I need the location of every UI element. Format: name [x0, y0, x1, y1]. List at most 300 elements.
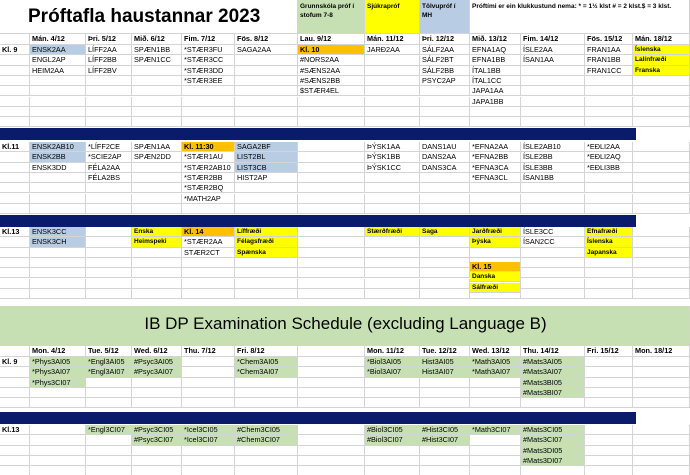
empty-cell[interactable] [633, 76, 690, 86]
exam-cell[interactable]: #Biol3CI07 [365, 435, 420, 445]
empty-cell[interactable] [365, 204, 420, 214]
empty-cell[interactable] [365, 466, 420, 475]
ib-day-header[interactable]: Mon. 11/12 [365, 346, 420, 357]
empty-cell[interactable] [633, 446, 690, 456]
exam-cell[interactable]: *Math3AI07 [470, 367, 521, 377]
empty-cell[interactable] [633, 204, 690, 214]
day-header[interactable]: Lau. 9/12 [298, 34, 365, 45]
time-label-kl9[interactable]: Kl. 9 [0, 45, 30, 55]
empty-cell[interactable] [521, 66, 585, 76]
empty-cell[interactable] [235, 97, 298, 107]
empty-cell[interactable] [132, 466, 182, 475]
exam-cell[interactable]: DANS1AU [420, 142, 470, 152]
exam-cell[interactable]: *STÆR2AB10 [182, 163, 235, 173]
exam-cell[interactable]: SÁLF2BB [420, 66, 470, 76]
schedule-title[interactable]: Próftafla haustannar 2023 [0, 0, 298, 34]
empty-cell[interactable] [633, 227, 690, 237]
empty-cell[interactable] [420, 173, 470, 183]
empty-cell[interactable] [420, 237, 470, 247]
empty-cell[interactable] [0, 388, 30, 398]
empty-cell[interactable] [0, 163, 30, 173]
empty-cell[interactable] [235, 289, 298, 299]
exam-cell[interactable]: STÆR2CT [182, 248, 235, 258]
empty-cell[interactable] [86, 97, 132, 107]
empty-cell[interactable] [420, 204, 470, 214]
empty-cell[interactable] [86, 258, 132, 268]
empty-cell[interactable] [132, 163, 182, 173]
exam-cell[interactable]: *SCIE2AP [86, 152, 132, 162]
empty-cell[interactable] [132, 97, 182, 107]
empty-cell[interactable] [182, 378, 235, 388]
empty-cell[interactable] [365, 76, 420, 86]
empty-cell[interactable] [132, 398, 182, 408]
empty-cell[interactable] [633, 268, 690, 278]
empty-cell[interactable] [298, 279, 365, 289]
empty-cell[interactable] [86, 248, 132, 258]
empty-cell[interactable] [132, 183, 182, 193]
empty-cell[interactable] [633, 258, 690, 268]
exam-cell[interactable]: Lalínfræði [633, 55, 690, 65]
empty-cell[interactable] [365, 55, 420, 65]
exam-cell[interactable]: LIST3CB [235, 163, 298, 173]
time-label-kl15[interactable]: Kl. 15 [470, 262, 521, 272]
corner-cell[interactable] [0, 346, 30, 357]
empty-cell[interactable] [132, 446, 182, 456]
empty-cell[interactable] [86, 388, 132, 398]
empty-cell[interactable] [30, 279, 86, 289]
empty-cell[interactable] [633, 367, 690, 377]
empty-cell[interactable] [585, 446, 633, 456]
empty-cell[interactable] [365, 279, 420, 289]
ib-day-header[interactable]: Tue. 12/12 [420, 346, 470, 357]
exam-cell[interactable]: #Mats3DI07 [521, 456, 585, 466]
empty-cell[interactable] [298, 388, 365, 398]
empty-cell[interactable] [182, 446, 235, 456]
empty-cell[interactable] [365, 173, 420, 183]
empty-cell[interactable] [86, 289, 132, 299]
empty-cell[interactable] [235, 117, 298, 127]
empty-cell[interactable] [585, 268, 633, 278]
exam-cell[interactable]: Jarðfræði [470, 227, 521, 237]
empty-cell[interactable] [30, 398, 86, 408]
empty-cell[interactable] [470, 388, 521, 398]
empty-cell[interactable] [298, 237, 365, 247]
exam-cell[interactable]: *Phys3CI07 [30, 378, 86, 388]
exam-cell[interactable]: *LÍFF2CE [86, 142, 132, 152]
empty-cell[interactable] [235, 204, 298, 214]
empty-cell[interactable] [30, 248, 86, 258]
empty-cell[interactable] [235, 66, 298, 76]
empty-cell[interactable] [420, 398, 470, 408]
day-header[interactable]: Mán. 18/12 [633, 34, 690, 45]
empty-cell[interactable] [633, 97, 690, 107]
exam-cell[interactable]: LÍFF2BB [86, 55, 132, 65]
empty-cell[interactable] [633, 378, 690, 388]
exam-cell[interactable]: ENSK2AA [30, 45, 86, 55]
exam-cell[interactable]: Danska [470, 272, 521, 282]
exam-cell[interactable]: ENSK3DD [30, 163, 86, 173]
day-header[interactable]: Mið. 6/12 [132, 34, 182, 45]
exam-cell[interactable]: SPÆN1AA [132, 142, 182, 152]
empty-cell[interactable] [30, 289, 86, 299]
exam-cell[interactable]: #Psyc3CI07 [132, 435, 182, 445]
empty-cell[interactable] [365, 237, 420, 247]
empty-cell[interactable] [298, 466, 365, 475]
empty-cell[interactable] [365, 268, 420, 278]
legend-note[interactable]: Próftími er ein klukkustund nema: * = 1½ klst # = 2 klst.$ = 3 klst. [470, 0, 690, 34]
empty-cell[interactable] [182, 456, 235, 466]
empty-cell[interactable] [0, 456, 30, 466]
empty-cell[interactable] [132, 388, 182, 398]
empty-cell[interactable] [470, 456, 521, 466]
sjukraprof-note[interactable]: Sjúkrapróf [365, 0, 420, 34]
empty-cell[interactable] [298, 204, 365, 214]
empty-cell[interactable] [235, 388, 298, 398]
ib-day-header[interactable]: Mon. 18/12 [633, 346, 690, 357]
empty-cell[interactable] [0, 258, 30, 268]
empty-cell[interactable] [86, 204, 132, 214]
exam-cell[interactable]: *EFNA2BB [470, 152, 521, 162]
empty-cell[interactable] [0, 435, 30, 445]
empty-cell[interactable] [235, 456, 298, 466]
empty-cell[interactable] [633, 289, 690, 299]
exam-cell[interactable]: *STÆR3CC [182, 55, 235, 65]
empty-cell[interactable] [585, 378, 633, 388]
empty-cell[interactable] [633, 163, 690, 173]
empty-cell[interactable] [30, 446, 86, 456]
empty-cell[interactable] [521, 183, 585, 193]
exam-cell[interactable]: Heimspeki [132, 237, 182, 247]
exam-cell[interactable]: #Chem3CI05 [235, 425, 298, 435]
day-header[interactable]: Þri. 5/12 [86, 34, 132, 45]
empty-cell[interactable] [633, 194, 690, 204]
empty-cell[interactable] [235, 194, 298, 204]
empty-cell[interactable] [420, 446, 470, 456]
empty-cell[interactable] [0, 76, 30, 86]
empty-cell[interactable] [298, 97, 365, 107]
empty-cell[interactable] [0, 55, 30, 65]
empty-cell[interactable] [420, 248, 470, 258]
empty-cell[interactable] [30, 425, 86, 435]
empty-cell[interactable] [30, 183, 86, 193]
day-header[interactable]: Fös. 15/12 [585, 34, 633, 45]
empty-cell[interactable] [585, 173, 633, 183]
empty-cell[interactable] [420, 117, 470, 127]
exam-cell[interactable]: JAPA1AA [470, 86, 521, 96]
exam-cell[interactable]: LÍFF2BV [86, 66, 132, 76]
time-label-kl10[interactable]: Kl. 10 [298, 45, 365, 55]
empty-cell[interactable] [86, 227, 132, 237]
empty-cell[interactable] [365, 117, 420, 127]
time-label-kl1130[interactable]: Kl. 11:30 [182, 142, 235, 152]
empty-cell[interactable] [365, 183, 420, 193]
empty-cell[interactable] [585, 97, 633, 107]
exam-cell[interactable]: *Icel3CI07 [182, 435, 235, 445]
empty-cell[interactable] [420, 388, 470, 398]
exam-cell[interactable]: SPÆN2DD [132, 152, 182, 162]
empty-cell[interactable] [86, 279, 132, 289]
exam-cell[interactable]: HEIM2AA [30, 66, 86, 76]
empty-cell[interactable] [0, 367, 30, 377]
exam-cell[interactable]: PSYC2AP [420, 76, 470, 86]
ib-day-header[interactable]: Wed. 6/12 [132, 346, 182, 357]
empty-cell[interactable] [585, 466, 633, 475]
empty-cell[interactable] [470, 117, 521, 127]
empty-cell[interactable] [0, 378, 30, 388]
exam-cell[interactable]: Hist3AI05 [420, 357, 470, 367]
exam-cell[interactable]: Franska [633, 66, 690, 76]
day-header[interactable]: Mán. 11/12 [365, 34, 420, 45]
exam-cell[interactable]: Líffræði [235, 227, 298, 237]
exam-cell[interactable]: ENGL2AP [30, 55, 86, 65]
empty-cell[interactable] [0, 107, 30, 117]
empty-cell[interactable] [30, 107, 86, 117]
exam-cell[interactable]: #Psyc3AI07 [132, 367, 182, 377]
empty-cell[interactable] [585, 76, 633, 86]
empty-cell[interactable] [298, 258, 365, 268]
empty-cell[interactable] [585, 425, 633, 435]
exam-cell[interactable]: *Math3AI05 [470, 357, 521, 367]
empty-cell[interactable] [298, 378, 365, 388]
exam-cell[interactable]: HIST2AP [235, 173, 298, 183]
empty-cell[interactable] [86, 456, 132, 466]
exam-cell[interactable]: Saga [420, 227, 470, 237]
empty-cell[interactable] [470, 107, 521, 117]
empty-cell[interactable] [365, 86, 420, 96]
empty-cell[interactable] [585, 279, 633, 289]
empty-cell[interactable] [182, 388, 235, 398]
empty-cell[interactable] [470, 398, 521, 408]
empty-cell[interactable] [521, 466, 585, 475]
empty-cell[interactable] [235, 107, 298, 117]
corner-cell[interactable] [0, 34, 30, 45]
exam-cell[interactable]: ENSK2AB10 [30, 142, 86, 152]
empty-cell[interactable] [132, 117, 182, 127]
empty-cell[interactable] [182, 289, 235, 299]
empty-cell[interactable] [633, 152, 690, 162]
empty-cell[interactable] [420, 279, 470, 289]
exam-cell[interactable]: ÍSLE3BB [521, 163, 585, 173]
empty-cell[interactable] [132, 378, 182, 388]
exam-cell[interactable]: Japanska [585, 248, 633, 258]
empty-cell[interactable] [470, 466, 521, 475]
empty-cell[interactable] [132, 248, 182, 258]
empty-cell[interactable] [132, 456, 182, 466]
exam-cell[interactable]: #SÆNS2BB [298, 76, 365, 86]
empty-cell[interactable] [132, 204, 182, 214]
empty-cell[interactable] [365, 388, 420, 398]
empty-cell[interactable] [298, 194, 365, 204]
empty-cell[interactable] [182, 367, 235, 377]
empty-cell[interactable] [182, 204, 235, 214]
empty-cell[interactable] [585, 86, 633, 96]
exam-cell[interactable]: SAGA2BF [235, 142, 298, 152]
exam-cell[interactable]: *Engl3AI07 [86, 367, 132, 377]
day-header[interactable]: Fim. 14/12 [521, 34, 585, 45]
empty-cell[interactable] [30, 204, 86, 214]
exam-cell[interactable]: #Psyc3CI05 [132, 425, 182, 435]
exam-cell[interactable]: FRAN1CC [585, 66, 633, 76]
empty-cell[interactable] [470, 435, 521, 445]
exam-cell[interactable]: Enska [132, 227, 182, 237]
ib-day-header[interactable]: Tue. 5/12 [86, 346, 132, 357]
empty-cell[interactable] [420, 107, 470, 117]
exam-cell[interactable]: ÍSAN1AA [521, 55, 585, 65]
empty-cell[interactable] [235, 258, 298, 268]
empty-cell[interactable] [0, 117, 30, 127]
empty-cell[interactable] [420, 86, 470, 96]
exam-cell[interactable]: *EFNA3CL [470, 173, 521, 183]
empty-cell[interactable] [420, 378, 470, 388]
exam-cell[interactable]: *STÆR1AU [182, 152, 235, 162]
empty-cell[interactable] [86, 107, 132, 117]
empty-cell[interactable] [30, 86, 86, 96]
empty-cell[interactable] [298, 107, 365, 117]
exam-cell[interactable]: *EÐLI2AA [585, 142, 633, 152]
exam-cell[interactable]: LÍFF2AA [86, 45, 132, 55]
empty-cell[interactable] [365, 258, 420, 268]
exam-cell[interactable]: DANS2AA [420, 152, 470, 162]
empty-cell[interactable] [521, 268, 585, 278]
empty-cell[interactable] [298, 142, 365, 152]
empty-cell[interactable] [633, 237, 690, 247]
exam-cell[interactable]: Íslenska [585, 237, 633, 247]
day-header[interactable]: Mið. 13/12 [470, 34, 521, 45]
empty-cell[interactable] [235, 86, 298, 96]
empty-cell[interactable] [298, 248, 365, 258]
empty-cell[interactable] [235, 378, 298, 388]
exam-cell[interactable]: *STÆR2AA [182, 237, 235, 247]
empty-cell[interactable] [86, 237, 132, 247]
empty-cell[interactable] [585, 183, 633, 193]
time-label-kl13[interactable]: Kl.13 [0, 227, 30, 237]
exam-cell[interactable]: #Mats3CI05 [521, 425, 585, 435]
empty-cell[interactable] [132, 268, 182, 278]
grunnskola-note[interactable]: Grunnskóla próf í stofum 7-8 [298, 0, 365, 34]
empty-cell[interactable] [298, 173, 365, 183]
exam-cell[interactable]: ÍSLE2BB [521, 152, 585, 162]
empty-cell[interactable] [633, 388, 690, 398]
empty-cell[interactable] [585, 398, 633, 408]
empty-cell[interactable] [365, 289, 420, 299]
exam-cell[interactable]: #SÆNS2AA [298, 66, 365, 76]
exam-cell[interactable]: FRAN1BB [585, 55, 633, 65]
exam-cell[interactable]: FRAN1AA [585, 45, 633, 55]
empty-cell[interactable] [30, 97, 86, 107]
exam-cell[interactable]: #Chem3CI07 [235, 435, 298, 445]
exam-cell[interactable]: #Hist3CI07 [420, 435, 470, 445]
empty-cell[interactable] [86, 194, 132, 204]
empty-cell[interactable] [633, 357, 690, 367]
empty-cell[interactable] [235, 446, 298, 456]
exam-cell[interactable]: *Biol3AI07 [365, 367, 420, 377]
empty-cell[interactable] [182, 107, 235, 117]
empty-cell[interactable] [521, 248, 585, 258]
empty-cell[interactable] [585, 367, 633, 377]
exam-cell[interactable]: Stærðfræði [365, 227, 420, 237]
exam-cell[interactable]: Efnafræði [585, 227, 633, 237]
empty-cell[interactable] [132, 279, 182, 289]
empty-cell[interactable] [0, 289, 30, 299]
empty-cell[interactable] [132, 258, 182, 268]
empty-cell[interactable] [132, 66, 182, 76]
exam-cell[interactable]: *EÐLI3BB [585, 163, 633, 173]
empty-cell[interactable] [298, 398, 365, 408]
empty-cell[interactable] [365, 194, 420, 204]
day-header[interactable]: Þri. 12/12 [420, 34, 470, 45]
exam-cell[interactable]: EFNA1BB [470, 55, 521, 65]
empty-cell[interactable] [235, 398, 298, 408]
empty-cell[interactable] [633, 107, 690, 117]
time-label-kl14[interactable]: Kl. 14 [182, 227, 235, 237]
empty-cell[interactable] [298, 268, 365, 278]
empty-cell[interactable] [521, 204, 585, 214]
empty-cell[interactable] [132, 289, 182, 299]
exam-cell[interactable]: *Math3CI07 [470, 425, 521, 435]
exam-cell[interactable]: FÉLA2BS [86, 173, 132, 183]
exam-cell[interactable]: #Hist3CI05 [420, 425, 470, 435]
ib-day-header[interactable]: Fri. 15/12 [585, 346, 633, 357]
ib-day-header[interactable]: Wed. 13/12 [470, 346, 521, 357]
empty-cell[interactable] [585, 117, 633, 127]
empty-cell[interactable] [633, 117, 690, 127]
empty-cell[interactable] [470, 378, 521, 388]
empty-cell[interactable] [30, 117, 86, 127]
empty-cell[interactable] [0, 237, 30, 247]
empty-cell[interactable] [30, 173, 86, 183]
empty-cell[interactable] [86, 117, 132, 127]
empty-cell[interactable] [298, 183, 365, 193]
empty-cell[interactable] [420, 97, 470, 107]
empty-cell[interactable] [298, 357, 365, 367]
exam-cell[interactable]: #Mats3DI05 [521, 446, 585, 456]
empty-cell[interactable] [0, 183, 30, 193]
exam-cell[interactable]: *EFNA3CA [470, 163, 521, 173]
exam-cell[interactable]: #Mats3AI07 [521, 367, 585, 377]
empty-cell[interactable] [633, 248, 690, 258]
empty-cell[interactable] [235, 268, 298, 278]
empty-cell[interactable] [298, 446, 365, 456]
exam-cell[interactable]: Spænska [235, 248, 298, 258]
empty-cell[interactable] [298, 367, 365, 377]
empty-cell[interactable] [585, 107, 633, 117]
empty-cell[interactable] [420, 183, 470, 193]
empty-cell[interactable] [633, 142, 690, 152]
exam-cell[interactable]: ÍTAL1CC [470, 76, 521, 86]
exam-cell[interactable]: ÍTAL1BB [470, 66, 521, 76]
empty-cell[interactable] [182, 357, 235, 367]
exam-cell[interactable]: #Mats3BI05 [521, 378, 585, 388]
empty-cell[interactable] [30, 466, 86, 475]
empty-cell[interactable] [298, 227, 365, 237]
empty-cell[interactable] [633, 398, 690, 408]
empty-cell[interactable] [0, 194, 30, 204]
empty-cell[interactable] [298, 456, 365, 466]
empty-cell[interactable] [420, 268, 470, 278]
empty-cell[interactable] [633, 425, 690, 435]
empty-cell[interactable] [132, 173, 182, 183]
empty-cell[interactable] [633, 466, 690, 475]
time-label-kl11[interactable]: Kl.11 [0, 142, 30, 152]
empty-cell[interactable] [633, 456, 690, 466]
exam-cell[interactable]: *STÆR3DD [182, 66, 235, 76]
exam-cell[interactable]: *Icel3CI05 [182, 425, 235, 435]
empty-cell[interactable] [521, 194, 585, 204]
empty-cell[interactable] [585, 289, 633, 299]
exam-cell[interactable]: ENSK2BB [30, 152, 86, 162]
exam-cell[interactable]: ÍSLE2AA [521, 45, 585, 55]
empty-cell[interactable] [585, 204, 633, 214]
